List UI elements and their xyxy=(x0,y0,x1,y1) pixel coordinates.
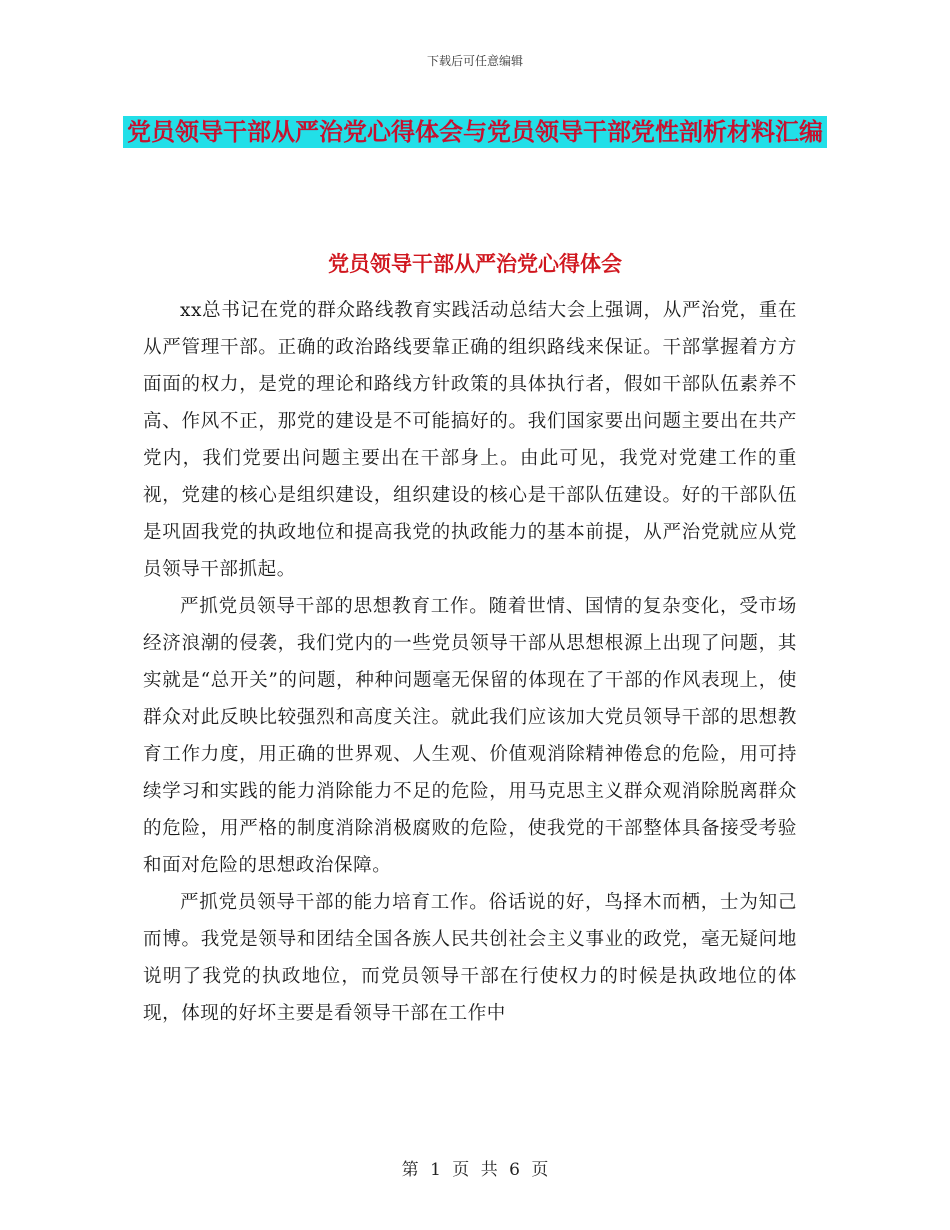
body-paragraph: 严抓党员领导干部的思想教育工作。随着世情、国情的复杂变化，受市场经济浪潮的侵袭，我们党内的一些党员领导干部从思想根源上出现了问题，其实就是“总开关”的问题，种种问题毫无保留的体现在了干部的作风表现上，使群众对此反映比较强烈和高度关注。就此我们应该加大党员领导干部的思想教育工作力度，用正确的世界观、人生观、价值观消除精神倦怠的危险，用可持续学习和实践的能力消除能力不足的危险，用马克思主义群众观消除脱离群众的危险，用严格的制度消除消极腐败的危险，使我党的干部整体具备接受考验和面对危险的思想政治保障。 xyxy=(143,596,797,876)
page-header-note: 下载后可任意编辑 xyxy=(426,54,523,68)
body-paragraph: 严抓党员领导干部的能力培育工作。俗话说的好，鸟择木而栖，士为知己而博。我党是领导和团结全国各族人民共创社会主义事业的政党，毫无疑问地说明了我党的执政地位，而党员领导干部在行使权力的时候是执政地位的体现，体现的好坏主要是看领导干部在工作中 xyxy=(143,892,797,1024)
document-title xyxy=(100,108,850,156)
section-title: 党员领导干部从严治党心得体会 xyxy=(328,252,622,276)
body-paragraph: xx总书记在党的群众路线教育实践活动总结大会上强调，从严治党，重在从严管理干部。正确的政治路线要靠正确的组织路线来保证。干部掌握着方方面面的权力，是党的理论和路线方针政策的具体执行者，假如干部队伍素养不高、作风不正，那党的建设是不可能搞好的。我们国家要出问题主要出在共产党内，我们党要出问题主要出在干部身上。由此可见，我党对党建工作的重视，党建的核心是组织建设，组织建设的核心是干部队伍建设。好的干部队伍是巩固我党的执政地位和提高我党的执政能力的基本前提，从严治党就应从党员领导干部抓起。 xyxy=(143,300,797,580)
page-number: 第 1 页 共 6 页 xyxy=(401,1160,549,1180)
document-body xyxy=(143,292,797,1032)
document-title-text: 党员领导干部从严治党心得体会与党员领导干部党性剖析材料汇编 xyxy=(123,116,827,148)
